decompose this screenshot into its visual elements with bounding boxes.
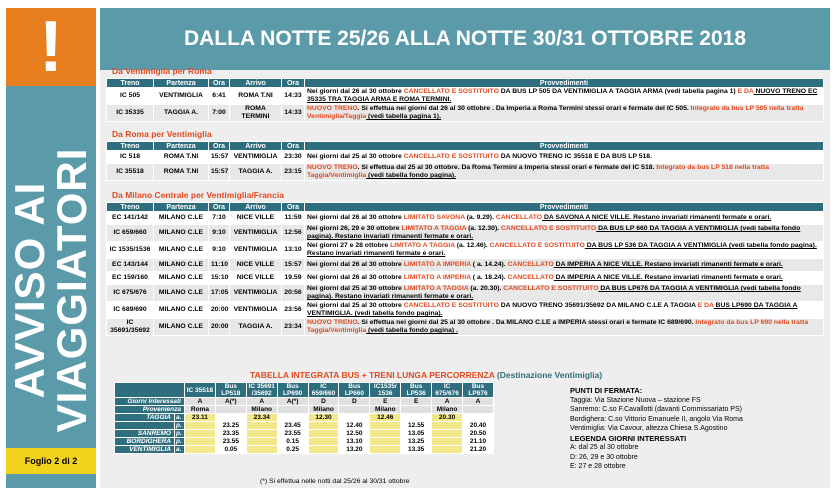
bus-cell xyxy=(401,406,432,414)
bus-cell xyxy=(370,430,401,438)
arrival: VENTIMIGLIA xyxy=(230,302,282,319)
bus-cell: 13.20 xyxy=(339,446,370,454)
section-title: Da Roma per Ventimiglia xyxy=(112,129,212,139)
measures: Nei giorni dal 26 al 30 ottobre LIMITATO A IMPERIA ( a. 14.24). CANCELLATO DA IMPERIA A NICE VILLE. Restano invariati rimanenti fermate e orari. xyxy=(305,259,824,272)
bus-col-header: Bus LP518 xyxy=(215,383,246,398)
arrival-time: 12:56 xyxy=(282,225,305,242)
legend-title: LEGENDA GIORNI INTERESSATI xyxy=(570,433,687,443)
warning-box xyxy=(6,8,96,86)
legend-line: A: dal 25 al 30 ottobre xyxy=(570,444,639,451)
train-number: IC 659/660 xyxy=(107,225,154,242)
bus-cell: Roma xyxy=(185,406,216,414)
bus-cell: E xyxy=(401,398,432,406)
bus-cell xyxy=(246,422,277,430)
departure-time: 9:10 xyxy=(209,225,230,242)
measures: NUOVO TRENO. Si effettua nei giorni dal 25 al 30 ottobre . Da MILANO C.LE a IMPERIA stessi orari e fermate IC 689/690. Integrato da bus LP 690 nella tratta Taggia/Ventimiglia (vedi tabella fondo pagina) . xyxy=(305,319,824,336)
bus-cell xyxy=(185,446,216,454)
bus-row-label: Provenienza xyxy=(115,406,185,414)
train-number: EC 143/144 xyxy=(107,259,154,272)
bus-cell: 0.25 xyxy=(277,446,308,454)
arrival: NICE VILLE xyxy=(230,259,282,272)
section-table xyxy=(106,202,824,336)
bus-cell xyxy=(215,414,246,422)
bus-col-header: Bus LP536 xyxy=(401,383,432,398)
bus-row xyxy=(115,406,494,414)
bus-row xyxy=(115,430,494,438)
departure: VENTIMIGLIA xyxy=(154,88,209,105)
arrival: VENTIMIGLIA xyxy=(230,242,282,259)
train-number: IC 35691/35692 xyxy=(107,319,154,336)
bus-row-sub: p. xyxy=(175,438,185,446)
arrival-time: 15:57 xyxy=(282,259,305,272)
bus-row-label: SANREMO xyxy=(115,430,175,438)
train-number: EC 159/160 xyxy=(107,272,154,285)
bus-cell: Milano xyxy=(308,406,339,414)
arrival-time: 23:56 xyxy=(282,302,305,319)
bus-cell: A xyxy=(246,398,277,406)
bus-cell: D xyxy=(339,398,370,406)
header-ora: Ora xyxy=(209,203,230,212)
bus-cell: D xyxy=(308,398,339,406)
table-row xyxy=(107,212,824,225)
header-arrivo: Arrivo xyxy=(230,79,282,88)
departure: MILANO C.LE xyxy=(154,259,209,272)
bus-cell: 20.30 xyxy=(432,414,463,422)
departure-time: 15:57 xyxy=(209,164,230,181)
departure: MILANO C.LE xyxy=(154,272,209,285)
bus-cell xyxy=(308,430,339,438)
arrival-time: 23:15 xyxy=(282,164,305,181)
table-header xyxy=(107,203,824,212)
arrival: VENTIMIGLIA xyxy=(230,225,282,242)
legend-line: E: 27 e 28 ottobre xyxy=(570,463,626,470)
measures: Nei giorni dal 26 al 30 ottobre LIMITATO A IMPERIA ( a. 18.24). CANCELLATO DA IMPERIA A NICE VILLE. Restano invariati rimanenti fermate e orari. xyxy=(305,272,824,285)
bus-cell: A xyxy=(185,398,216,406)
bus-cell: 12.40 xyxy=(339,422,370,430)
measures: Nei giorni dal 26 al 30 ottobre CANCELLATO E SOSTITUITO DA BUS LP 505 DA VENTIMIGLIA A TAGGIA ARMA (vedi tabella pagina 1) E DA NUOVO TRENO EC 35335 TRA TAGGIA ARMA E ROMA TERMINI. xyxy=(305,88,824,105)
header-arrivo: Arrivo xyxy=(230,142,282,151)
bus-col-header: IC1535/ 1536 xyxy=(370,383,401,398)
bus-cell: A xyxy=(463,398,494,406)
bus-cell: 13.10 xyxy=(339,438,370,446)
header-partenza: Partenza xyxy=(154,203,209,212)
train-number: IC 35518 xyxy=(107,164,154,181)
header-provv: Provvedimenti xyxy=(305,79,824,88)
bus-cell: Milano xyxy=(246,406,277,414)
stops-title: PUNTI DI FERMATA: xyxy=(570,386,643,395)
table-row xyxy=(107,319,824,336)
departure-time: 11:10 xyxy=(209,259,230,272)
bus-cell xyxy=(432,438,463,446)
banner-title: DALLA NOTTE 25/26 ALLA NOTTE 30/31 OTTOBRE 2018 xyxy=(100,8,830,70)
bus-header-row xyxy=(115,383,494,398)
bus-cell xyxy=(370,438,401,446)
table-row xyxy=(107,272,824,285)
measures: Nei giorni dal 25 al 30 ottobre LIMITATO A TAGGIA (a. 20.30). CANCELLATO E SOSTITUITO DA BUS LP676 DA TAGGIA A VENTIMIGLIA (vedi tabella fondo pagina). Restano invariati rimanenti fermate e orari. xyxy=(305,285,824,302)
bus-cell xyxy=(401,414,432,422)
bus-cell: 12.50 xyxy=(339,430,370,438)
arrival-time: 14:33 xyxy=(282,105,305,122)
header-ora: Ora xyxy=(209,79,230,88)
bus-row-label: VENTIMIGLIA xyxy=(115,446,175,454)
header-ora2: Ora xyxy=(282,79,305,88)
arrival-time: 11:59 xyxy=(282,212,305,225)
page-indicator: Foglio 2 di 2 xyxy=(6,448,96,474)
bus-table xyxy=(114,382,494,454)
departure-time: 6:41 xyxy=(209,88,230,105)
bus-cell xyxy=(308,438,339,446)
bus-cell: 13.35 xyxy=(401,446,432,454)
bus-cell xyxy=(246,430,277,438)
bus-col-header: IC 675/676 xyxy=(432,383,463,398)
table-row xyxy=(107,285,824,302)
bus-cell: 12.55 xyxy=(401,422,432,430)
bus-cell: 0.15 xyxy=(277,438,308,446)
bus-row-label: BORDIGHERA xyxy=(115,438,175,446)
departure: ROMA T.NI xyxy=(154,151,209,164)
bus-cell xyxy=(463,414,494,422)
bus-cell xyxy=(185,422,216,430)
bus-row-sub: p. xyxy=(175,422,185,430)
departure-time: 20:00 xyxy=(209,302,230,319)
header-treno: Treno xyxy=(107,203,154,212)
bus-col-header: IC 659/660 xyxy=(308,383,339,398)
bus-cell: 21.20 xyxy=(463,446,494,454)
arrival: NICE VILLE xyxy=(230,212,282,225)
bus-cell xyxy=(277,406,308,414)
departure: MILANO C.LE xyxy=(154,242,209,259)
bus-table-title: TABELLA INTEGRATA BUS + TRENI LUNGA PERCORRENZA (Destinazione Ventimiglia) xyxy=(250,370,603,380)
bus-cell xyxy=(370,422,401,430)
arrival: TAGGIA A. xyxy=(230,319,282,336)
bus-cell xyxy=(185,438,216,446)
table-row xyxy=(107,164,824,181)
bus-cell: Milano xyxy=(432,406,463,414)
bus-col-header: Bus LP660 xyxy=(339,383,370,398)
arrival-time: 13:10 xyxy=(282,242,305,259)
bus-col-header: IC 35691 /35692 xyxy=(246,383,277,398)
bus-cell xyxy=(246,446,277,454)
bus-cell xyxy=(432,422,463,430)
departure-time: 15:57 xyxy=(209,151,230,164)
train-number: IC 518 xyxy=(107,151,154,164)
section-title: Da Ventimiglia per Roma xyxy=(112,66,212,76)
header-ora2: Ora xyxy=(282,142,305,151)
table-header xyxy=(107,142,824,151)
bus-cell: 23.55 xyxy=(215,438,246,446)
bus-cell: 12.30 xyxy=(308,414,339,422)
measures: Nei giorni dal 26 al 30 ottobre LIMITATO SAVONA (a. 9.29). CANCELLATO DA SAVONA A NICE VILLE. Restano invariati rimanenti fermate e orari. xyxy=(305,212,824,225)
bus-cell: 12.46 xyxy=(370,414,401,422)
header-provv: Provvedimenti xyxy=(305,203,824,212)
bus-row-label: TAGGIA xyxy=(115,414,175,422)
bus-row xyxy=(115,438,494,446)
bus-cell: 23.35 xyxy=(215,430,246,438)
section-title: Da Milano Centrale per Ventimiglia/Francia xyxy=(112,190,284,200)
bus-cell xyxy=(185,430,216,438)
arrival: ROMA T.NI xyxy=(230,88,282,105)
departure: MILANO C.LE xyxy=(154,319,209,336)
side-panel xyxy=(6,8,96,488)
stop-line: Bordighera: C.so Vittorio Emanuele II, angolo Via Roma xyxy=(570,415,743,423)
bus-cell xyxy=(339,414,370,422)
bus-cell xyxy=(432,446,463,454)
train-number: IC 35335 xyxy=(107,105,154,122)
bus-cell: 23.45 xyxy=(277,422,308,430)
departure-time: 15:10 xyxy=(209,272,230,285)
bus-cell xyxy=(432,430,463,438)
train-number: EC 141/142 xyxy=(107,212,154,225)
vertical-title: AVVISO AI VIAGGIATORI xyxy=(6,147,95,433)
header-arrivo: Arrivo xyxy=(230,203,282,212)
departure: MILANO C.LE xyxy=(154,302,209,319)
bus-table-note: (*) Si effettua nelle notti dal 25/26 al 30/31 ottobre xyxy=(260,478,410,485)
bus-cell: 21.10 xyxy=(463,438,494,446)
departure-time: 20:00 xyxy=(209,319,230,336)
bus-cell xyxy=(463,406,494,414)
bus-cell xyxy=(308,422,339,430)
train-number: IC 689/690 xyxy=(107,302,154,319)
departure: MILANO C.LE xyxy=(154,212,209,225)
header-partenza: Partenza xyxy=(154,79,209,88)
arrival: ROMA TERMINI xyxy=(230,105,282,122)
header-provv: Provvedimenti xyxy=(305,142,824,151)
arrival-time: 14:33 xyxy=(282,88,305,105)
arrival-time: 23:30 xyxy=(282,151,305,164)
bus-cell xyxy=(370,446,401,454)
bus-row xyxy=(115,446,494,454)
bus-cell: A(*) xyxy=(277,398,308,406)
table-row xyxy=(107,302,824,319)
bus-col-header: IC 35518 xyxy=(185,383,216,398)
bus-cell: 20.50 xyxy=(463,430,494,438)
header-ora2: Ora xyxy=(282,203,305,212)
departure-time: 9:10 xyxy=(209,242,230,259)
bus-row-sub: p. xyxy=(175,430,185,438)
departure: MILANO C.LE xyxy=(154,285,209,302)
header-treno: Treno xyxy=(107,79,154,88)
header-partenza: Partenza xyxy=(154,142,209,151)
table-row xyxy=(107,259,824,272)
bus-row-label: Giorni Interessati xyxy=(115,398,185,406)
departure: MILANO C.LE xyxy=(154,225,209,242)
bus-row xyxy=(115,398,494,406)
departure-time: 7:10 xyxy=(209,212,230,225)
table-row xyxy=(107,242,824,259)
table-row xyxy=(107,225,824,242)
bus-cell xyxy=(277,414,308,422)
measures: Nei giorni dal 25 al 30 ottobre CANCELLATO E SOSTITUITO DA NUOVO TRENO IC 35518 E DA BUS LP 518. xyxy=(305,151,824,164)
bus-cell: A xyxy=(432,398,463,406)
stop-line: Taggia: Via Stazione Nuova – stazione FS xyxy=(570,396,701,404)
stop-line: Sanremo: C.so F.Cavallotti (davanti Commissariato PS) xyxy=(570,406,742,413)
section-table xyxy=(106,141,824,181)
departure: ROMA T.NI xyxy=(154,164,209,181)
arrival: VENTIMIGLIA xyxy=(230,285,282,302)
bus-cell: 23.34 xyxy=(246,414,277,422)
bus-cell: 23.55 xyxy=(277,430,308,438)
departure: TAGGIA A. xyxy=(154,105,209,122)
bus-cell xyxy=(215,406,246,414)
bus-row xyxy=(115,422,494,430)
measures: Nei giorni 26, 29 e 30 ottobre LIMITATO A TAGGIA (a. 12.30). CANCELLATO E SOSTITUITO DA BUS LP 660 DA TAGGIA A VENTIMIGLIA (vedi tabella fondo pagina). Restano invariati rimanenti fermate e orari. xyxy=(305,225,824,242)
table-header xyxy=(107,79,824,88)
bus-row xyxy=(115,414,494,422)
table-row xyxy=(107,151,824,164)
train-number: IC 1535/1536 xyxy=(107,242,154,259)
main-panel xyxy=(100,8,830,488)
section-table xyxy=(106,78,824,122)
bus-row-sub: a. xyxy=(175,446,185,454)
arrival-time: 23:34 xyxy=(282,319,305,336)
arrival-time: 20:56 xyxy=(282,285,305,302)
legend-line: D: 26, 29 e 30 ottobre xyxy=(570,453,638,461)
header-treno: Treno xyxy=(107,142,154,151)
arrival: TAGGIA A. xyxy=(230,164,282,181)
bus-row-label xyxy=(115,422,175,430)
bus-col-header: Bus LP690 xyxy=(277,383,308,398)
departure-time: 7:00 xyxy=(209,105,230,122)
bus-cell: 13.25 xyxy=(401,438,432,446)
header-ora: Ora xyxy=(209,142,230,151)
train-number: IC 675/676 xyxy=(107,285,154,302)
measures: NUOVO TRENO. Si effettua nei giorni dal 26 al 30 ottobre . Da Imperia a Roma Termini stessi orari e fermate del IC 505. Integrato da bus LP 505 nella tratta Ventimiglia/Taggia (vedi tabella pagina 1). xyxy=(305,105,824,122)
bus-cell: 0.05 xyxy=(215,446,246,454)
table-row xyxy=(107,105,824,122)
bus-cell: Milano xyxy=(370,406,401,414)
bus-cell: 23.11 xyxy=(185,414,216,422)
arrival: NICE VILLE xyxy=(230,272,282,285)
bus-cell: 13.05 xyxy=(401,430,432,438)
measures: Nei giorni dal 25 al 30 ottobre CANCELLATO E SOSTITUITO DA NUOVO TRENO 35691/35692 DA MILANO C.LE A TAGGIA E DA BUS LP690 DA TAGGIA A VENTIMIGLIA. (vedi tabella fondo pagina). xyxy=(305,302,824,319)
measures: NUOVO TRENO. Si effettua dal 25 al 30 ottobre. Da Roma Termini a Imperia stessi orari e fermate del IC 518. Integrato da bus LP 518 nella tratta Taggia/Ventimiglia (vedi tabella fondo pagina). xyxy=(305,164,824,181)
bus-cell: A(*) xyxy=(215,398,246,406)
arrival: VENTIMIGLIA xyxy=(230,151,282,164)
arrival-time: 19.59 xyxy=(282,272,305,285)
measures: Nei giorni 27 e 28 ottobre LIMITATO A TAGGIA (a. 12.46). CANCELLATO E SOSTITUITO DA BUS LP 536 DA TAGGIA A VENTIMIGLIA (vedi tabella fondo pagina). Restano invariati rimanenti fermate e orari. xyxy=(305,242,824,259)
bus-col-header: Bus LP676 xyxy=(463,383,494,398)
departure-time: 17:05 xyxy=(209,285,230,302)
stop-line: Ventimiglia: Via Cavour, altezza Chiesa S.Agostino xyxy=(570,425,728,432)
bus-cell xyxy=(308,446,339,454)
table-row xyxy=(107,88,824,105)
bus-cell: E xyxy=(370,398,401,406)
stops-panel xyxy=(570,386,820,472)
bus-cell xyxy=(339,406,370,414)
bus-cell: 23.25 xyxy=(215,422,246,430)
bus-row-sub: a. xyxy=(175,414,185,422)
bus-cell xyxy=(246,438,277,446)
exclamation-icon: ! xyxy=(39,7,63,87)
train-number: IC 505 xyxy=(107,88,154,105)
bus-cell: 20.40 xyxy=(463,422,494,430)
